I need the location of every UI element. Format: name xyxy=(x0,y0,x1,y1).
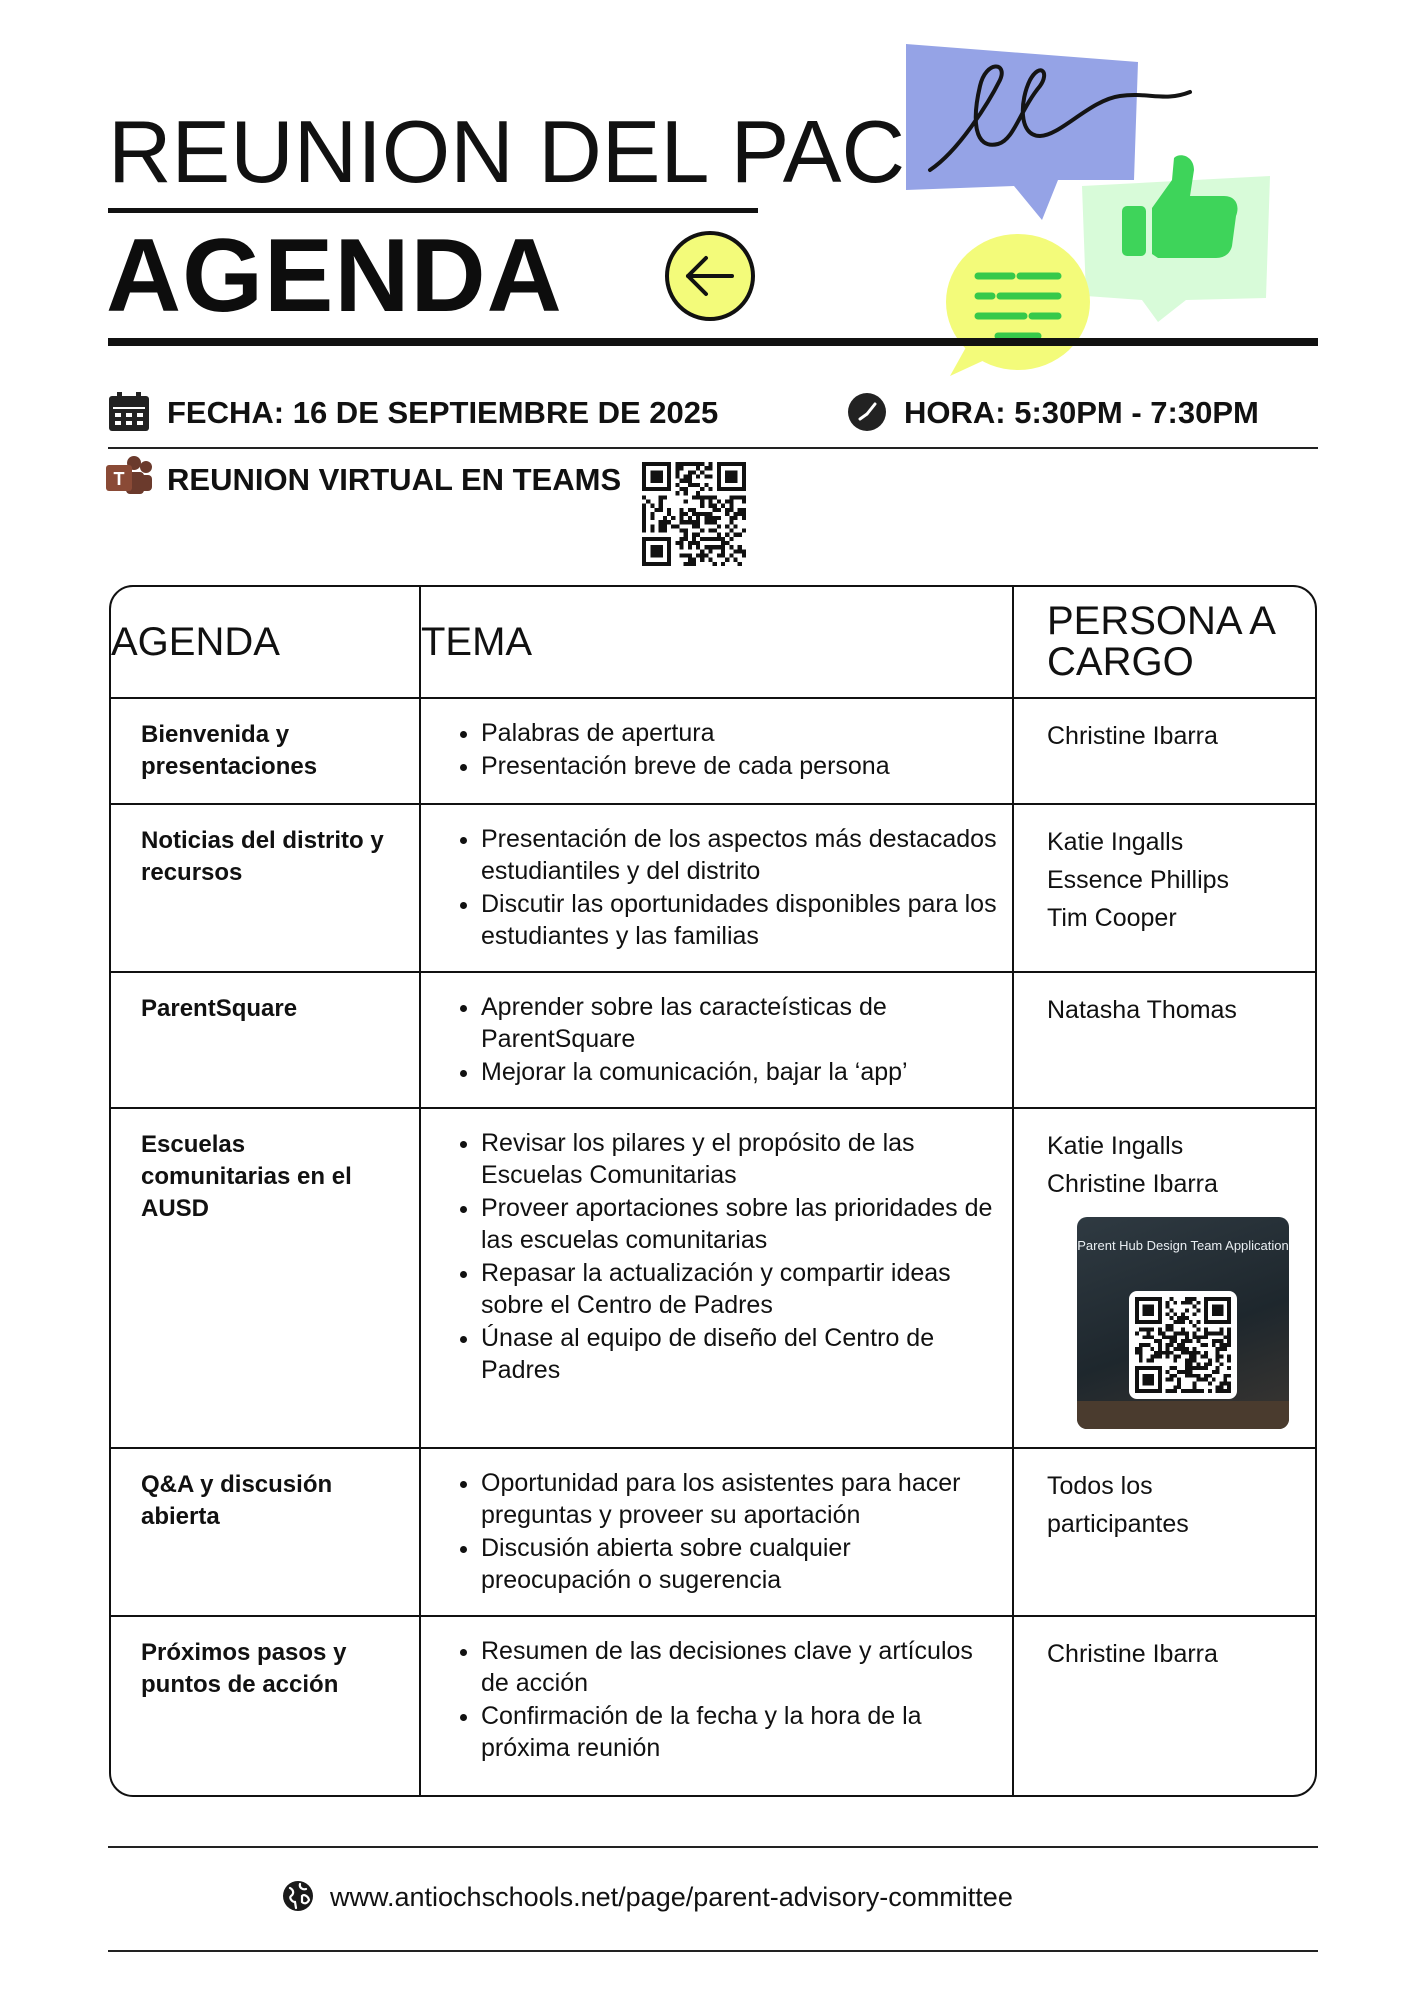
tema-cell xyxy=(421,1449,1014,1617)
tema-bullet: • Revisar los pilares y el propósito de las Escuelas Comunitarias xyxy=(481,1127,1004,1192)
clock-icon xyxy=(847,392,887,432)
column-header-tema: TEMA xyxy=(421,587,1014,699)
teams-qr-code[interactable] xyxy=(642,462,746,566)
table-row xyxy=(111,1109,1315,1449)
meeting-location: REUNION VIRTUAL EN TEAMS xyxy=(167,462,622,497)
persona-name: Christine Ibarra xyxy=(1047,1639,1218,1668)
meeting-time: HORA: 5:30PM - 7:30PM xyxy=(904,395,1259,430)
persona-name: Tim Cooper xyxy=(1047,903,1177,932)
parent-hub-qr-code xyxy=(1135,1297,1231,1393)
tema-cell xyxy=(421,1617,1014,1795)
persona-name: Katie Ingalls xyxy=(1047,1131,1184,1160)
persona-name: Christine Ibarra xyxy=(1047,722,1218,750)
meeting-date: FECHA: 16 DE SEPTIEMBRE DE 2025 xyxy=(167,395,719,430)
parent-hub-qr-card[interactable] xyxy=(1077,1217,1289,1429)
back-arrow-icon[interactable] xyxy=(664,230,756,322)
tema-bullet: • Presentación de los aspectos más destacados estudiantiles y del distrito xyxy=(481,823,1004,888)
tema-cell xyxy=(421,1109,1014,1449)
persona-cell xyxy=(1014,1449,1315,1617)
table-row xyxy=(111,1617,1315,1795)
tema-bullet: • Discutir las oportunidades disponibles para los estudiantes y las familias xyxy=(481,888,1004,953)
table-header-row xyxy=(111,587,1315,699)
agenda-table xyxy=(109,585,1317,1797)
green-speech-bubble xyxy=(1082,155,1270,322)
tema-bullet: • Palabras de apertura xyxy=(481,717,1004,750)
footer-divider-bottom xyxy=(108,1950,1318,1952)
agenda-item: ParentSquare xyxy=(111,973,421,1109)
tema-bullet: • Únase al equipo de diseño del Centro de Padres xyxy=(481,1322,1004,1387)
tema-bullet: • Mejorar la comunicación, bajar la ‘app’ xyxy=(481,1056,1004,1089)
tema-cell xyxy=(421,805,1014,973)
table-row xyxy=(111,1449,1315,1617)
persona-name: Todos los participantes xyxy=(1047,1471,1189,1538)
column-header-agenda: AGENDA xyxy=(111,587,421,699)
page-title: AGENDA xyxy=(106,218,563,334)
website-link[interactable]: www.antiochschools.net/page/parent-advisory-committee xyxy=(330,1882,1013,1912)
tema-bullet: • Aprender sobre las caracteísticas de ParentSquare xyxy=(481,991,1004,1056)
agenda-item: Q&A y discusión abierta xyxy=(111,1449,421,1617)
agenda-item: Bienvenida y presentaciones xyxy=(111,699,421,805)
globe-icon xyxy=(282,1880,314,1912)
speech-bubbles-illustration xyxy=(890,40,1280,380)
thumbs-up-icon xyxy=(1122,155,1238,258)
info-divider xyxy=(108,447,1318,449)
persona-name: Christine Ibarra xyxy=(1047,1169,1218,1198)
footer-divider-top xyxy=(108,1846,1318,1848)
tema-bullet: • Repasar la actualización y compartir ideas sobre el Centro de Padres xyxy=(481,1257,1004,1322)
persona-name: Essence Phillips xyxy=(1047,865,1230,894)
agenda-item: Noticias del distrito y recursos xyxy=(111,805,421,973)
tema-bullet: • Discusión abierta sobre cualquier preocupación o sugerencia xyxy=(481,1532,1004,1597)
tema-bullet: • Confirmación de la fecha y la hora de la próxima reunión xyxy=(481,1700,1004,1765)
persona-name: Natasha Thomas xyxy=(1047,995,1237,1024)
table-row xyxy=(111,973,1315,1109)
svg-text:T: T xyxy=(113,469,125,489)
calendar-icon xyxy=(108,392,150,432)
persona-cell xyxy=(1014,1109,1315,1449)
persona-name: Katie Ingalls xyxy=(1047,827,1184,856)
persona-cell xyxy=(1014,805,1315,973)
card-shelf xyxy=(1077,1401,1289,1429)
tema-cell xyxy=(421,699,1014,805)
title-line1: REUNION DEL PAC xyxy=(108,102,906,201)
header-divider xyxy=(108,338,1318,346)
table-row xyxy=(111,805,1315,973)
persona-cell xyxy=(1014,1617,1315,1795)
persona-cell xyxy=(1014,973,1315,1109)
title-underline xyxy=(108,208,758,213)
persona-cell xyxy=(1014,699,1315,805)
teams-icon xyxy=(104,455,154,501)
tema-bullet: • Resumen de las decisiones clave y artículos de acción xyxy=(481,1635,1004,1700)
agenda-item: Próximos pasos y puntos de acción xyxy=(111,1617,421,1795)
column-header-persona: PERSONA A CARGO xyxy=(1014,587,1315,699)
tema-cell xyxy=(421,973,1014,1109)
agenda-item: Escuelas comunitarias en el AUSD xyxy=(111,1109,421,1449)
table-row xyxy=(111,699,1315,805)
parent-hub-qr-frame xyxy=(1129,1291,1237,1399)
yellow-speech-bubble xyxy=(946,234,1090,376)
qr-card-title: Parent Hub Design Team Application xyxy=(1077,1237,1289,1253)
tema-bullet: • Oportunidad para los asistentes para hacer preguntas y proveer su aportación xyxy=(481,1467,1004,1532)
tema-bullet: • Proveer aportaciones sobre las prioridades de las escuelas comunitarias xyxy=(481,1192,1004,1257)
tema-bullet: • Presentación breve de cada persona xyxy=(481,750,1004,783)
